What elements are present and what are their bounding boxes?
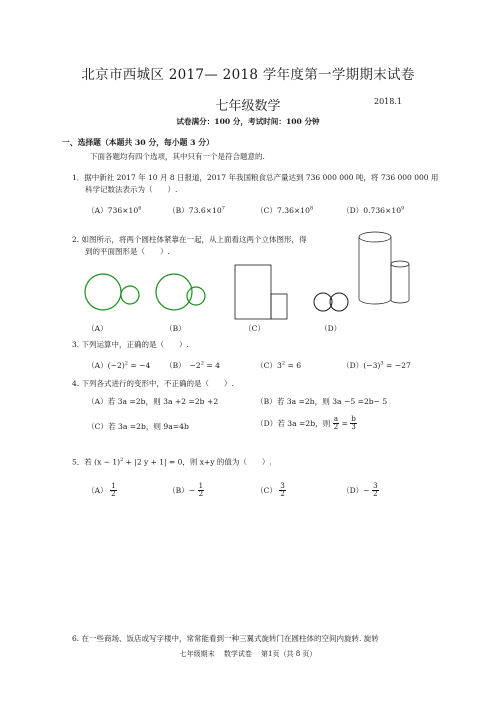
q1-option-c: $(C)7.36\times 10^8$: [256, 205, 314, 215]
q5-option-a: （A） $\frac{1}{2}$: [87, 482, 116, 498]
q1-stem-line2: 科学记数法表示为（ ）.: [85, 185, 178, 194]
q2-option-c: （C）: [244, 324, 265, 333]
q2-figure-b: [154, 270, 214, 316]
q3-stem: 3. 下列运算中，正确的是（ ）.: [72, 340, 189, 349]
q2-figure-a: [84, 270, 144, 316]
q2-stem-line1: 2. 如图所示，将两个圆柱体紧靠在一起，从上面看这两个立体图形，得: [72, 235, 307, 244]
q1-stem-line1: 1．据中新社 2017 年 10 月 8 日报道，2017 年我国粮食总产量达到 736 000 000 吨，将 736 000 000 用: [72, 173, 439, 182]
q4-option-d: （D）若 3a =2b，则 $\frac{a}{2}$ = $\frac{b}{3}$: [256, 415, 356, 431]
section-heading: 一、选择题（本题共 30 分，每小题 3 分）: [62, 138, 214, 147]
q4-option-a: （A）若 3a =2b，则 3a +2 =2b +2: [87, 397, 219, 406]
q3-option-b: （B） $-2^2 = 4$: [165, 360, 220, 370]
q3-option-d: $(D)(-3)^3 = -27$: [342, 360, 411, 370]
exam-date: 2018.1: [374, 97, 402, 106]
q2-stem-line2: 到的平面图形是（ ）.: [85, 247, 170, 256]
q2-figure-d: [312, 290, 362, 314]
q5-stem: 5．若 $(x - 1)^2 + |2$ y + 1| = 0，则 x+y 的值为（ ）.: [72, 457, 272, 467]
q1-option-b: $(B)73.6\times 10^7$: [168, 205, 225, 215]
q3-option-c: $(C)3^2 = 6$: [256, 360, 302, 370]
q3-option-a: $(A)(-2)^2 = -4$: [87, 360, 151, 370]
two-cylinders-figure: [355, 228, 415, 310]
q1-option-d: $(D)0.736\times 10^9$: [342, 205, 405, 215]
q2-option-b: （B）: [165, 324, 186, 333]
q5-option-c: （C） $\frac{3}{2}$: [256, 482, 285, 498]
q5-option-d: （D）− $\frac{3}{2}$: [342, 482, 378, 498]
q2-option-a: （A）: [87, 324, 108, 333]
score-info: 试卷满分：100 分，考试时间：100 分钟: [176, 117, 320, 126]
q5-option-b: （B）− $\frac{1}{2}$: [168, 482, 204, 498]
q1-option-a: $(A)736\times 10^6$: [87, 205, 142, 215]
q6-stem: 6. 在一些商场、饭店或写字楼中，常常能看到一种三翼式旋转门在圆柱体的空间内旋转. 旋转: [72, 634, 379, 643]
q4-stem: 4. 下列各式进行的变形中，不正确的是（ ）.: [72, 379, 234, 388]
q2-figure-c: [230, 262, 290, 322]
q2-option-d: （D）: [320, 324, 342, 333]
section-intro: 下面各题均有四个选项，其中只有一个是符合题意的.: [90, 152, 265, 161]
page-footer: 七年级期末 数学试卷 第1页（共 8 页）: [179, 650, 317, 658]
exam-title: 北京市西城区 2017— 2018 学年度第一学期期末试卷: [81, 67, 415, 83]
exam-subject: 七年级数学: [215, 99, 281, 114]
q4-option-b: （B）若 3a =2b，则 3a −5 =2b− 5: [256, 397, 388, 406]
q4-option-c: （C）若 3a =2b，则 9a=4b: [87, 422, 189, 431]
